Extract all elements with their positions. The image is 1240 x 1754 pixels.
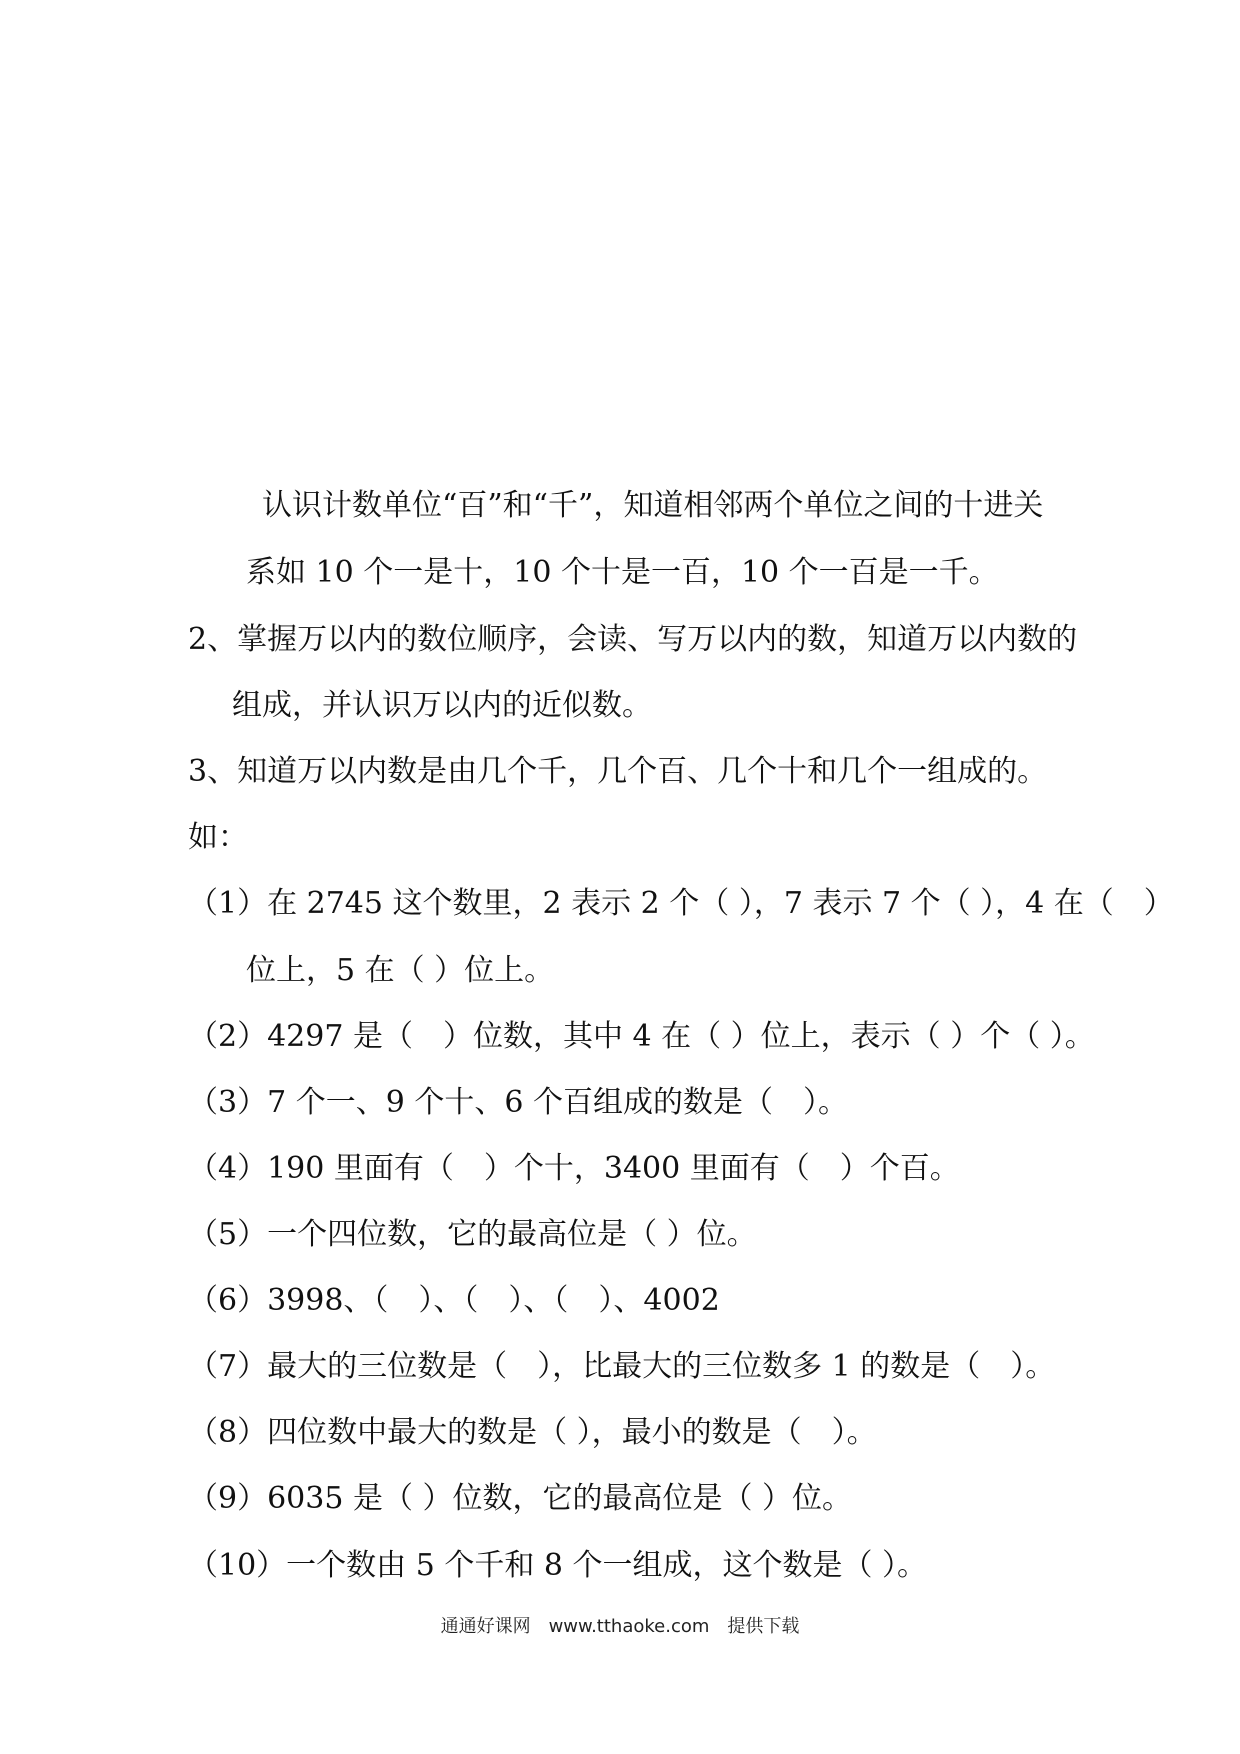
exercise-1-line-1: （1）在 2745 这个数里，2 表示 2 个（ ），7 表示 7 个（ ），4 在（ ）	[188, 886, 1174, 921]
exercise-2: （2）4297 是（ ）位数，其中 4 在（ ）位上，表示（ ）个（ ）。	[188, 1019, 1095, 1054]
exercise-9: （9）6035 是（ ）位数，它的最高位是（ ）位。	[188, 1481, 853, 1516]
item-2-line-2: 组成，并认识万以内的近似数。	[232, 688, 652, 723]
exercise-4: （4）190 里面有（ ）个十，3400 里面有（ ）个百。	[188, 1151, 960, 1186]
exercise-6: （6）3998、（ ）、（ ）、（ ）、4002	[188, 1283, 720, 1318]
item-3: 3、知道万以内数是由几个千，几个百、几个十和几个一组成的。	[188, 754, 1048, 789]
intro-line-1: 认识计数单位“百”和“千”，知道相邻两个单位之间的十进关	[262, 488, 1044, 523]
intro-line-2: 系如 10 个一是十，10 个十是一百，10 个一百是一千。	[246, 555, 999, 590]
item-2-line-1: 2、掌握万以内的数位顺序，会读、写万以内的数，知道万以内数的	[188, 622, 1078, 657]
exercise-7: （7）最大的三位数是（ ），比最大的三位数多 1 的数是（ ）。	[188, 1349, 1056, 1384]
download-footer: 通通好课网 www.tthaoke.com 提供下载	[440, 1616, 800, 1637]
exercise-3: （3）7 个一、9 个十、6 个百组成的数是（ ）。	[188, 1085, 848, 1120]
exercise-1-line-2: 位上，5 在（ ）位上。	[246, 953, 555, 988]
exercise-10: （10）一个数由 5 个千和 8 个一组成，这个数是（ ）。	[188, 1548, 928, 1583]
exercise-8: （8）四位数中最大的数是（ ），最小的数是（ ）。	[188, 1415, 877, 1450]
exercise-5: （5）一个四位数，它的最高位是（ ）位。	[188, 1217, 757, 1252]
example-label: 如：	[188, 820, 248, 855]
